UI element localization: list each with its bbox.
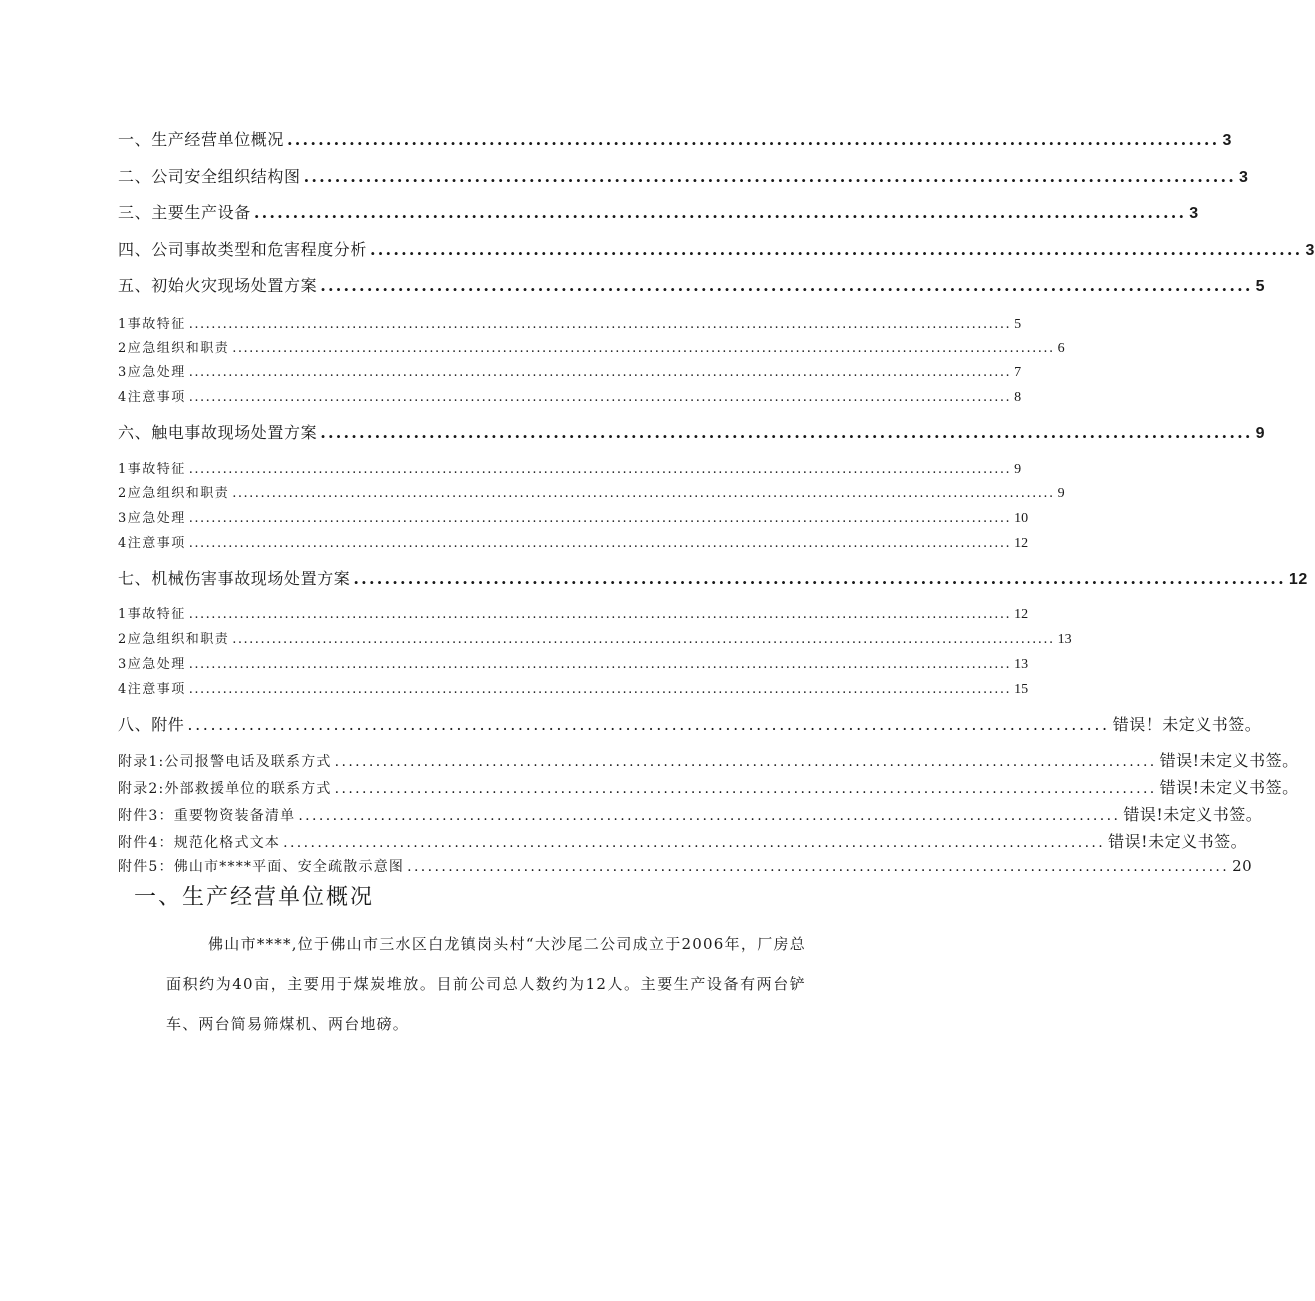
toc-leader: .................................................................................................................................................. bbox=[232, 486, 1055, 501]
toc-entry-page: 20 bbox=[1232, 857, 1253, 875]
toc-leader: ........................................................................................................................ bbox=[287, 130, 1220, 149]
toc-leader: ........................................................................................................................ bbox=[334, 754, 1157, 770]
toc-entry-label: 一、生产经营单位概况 bbox=[118, 130, 285, 149]
toc-entry-page: 12 bbox=[1014, 607, 1029, 622]
toc-entry-page: 错误!未定义书签。 bbox=[1108, 832, 1248, 851]
toc-leader: .................................................................................................................................................. bbox=[232, 341, 1055, 356]
toc-entry-label: 附件3：重要物资装备清单 bbox=[118, 808, 296, 824]
toc-entry-page: 错误!未定义书签。 bbox=[1159, 778, 1299, 797]
toc-entry-page: 3 bbox=[1189, 205, 1199, 222]
toc-leader: .................................................................................................................................................. bbox=[188, 682, 1012, 697]
toc-entry-label: 八、附件 bbox=[118, 715, 185, 734]
toc-entry-page: 7 bbox=[1014, 365, 1022, 380]
toc-leader: .................................................................................................................................................. bbox=[188, 511, 1012, 526]
toc-entry-label: 3应急处理 bbox=[118, 365, 186, 380]
toc-leader: .................................................................................................................................................. bbox=[232, 632, 1055, 647]
toc-entry-page: 9 bbox=[1057, 486, 1065, 501]
toc-subentry[interactable] bbox=[118, 313, 1022, 333]
toc-entry-page: 12 bbox=[1014, 536, 1029, 551]
toc-entry-label: 1事故特征 bbox=[118, 607, 186, 622]
toc-subentry[interactable] bbox=[118, 337, 1065, 357]
toc-entry[interactable] bbox=[118, 200, 1199, 223]
toc-entry[interactable] bbox=[118, 127, 1232, 150]
toc-entry[interactable] bbox=[118, 273, 1266, 296]
section-heading: 一、生产经营单位概况 bbox=[134, 885, 375, 910]
toc-entry-page: 错误！未定义书签。 bbox=[1112, 715, 1262, 734]
toc-subentry[interactable] bbox=[118, 386, 1022, 406]
toc-entry-page: 6 bbox=[1057, 341, 1065, 356]
toc-entry-page: 错误!未定义书签。 bbox=[1123, 805, 1263, 824]
toc-appendix-entry[interactable] bbox=[118, 775, 1299, 798]
toc-entry-page: 错误!未定义书签。 bbox=[1159, 751, 1299, 770]
toc-entry-label: 4注意事项 bbox=[118, 390, 186, 405]
toc-appendix-entry[interactable] bbox=[118, 829, 1248, 852]
toc-entry-page: 15 bbox=[1014, 682, 1029, 697]
toc-entry[interactable] bbox=[118, 566, 1308, 589]
toc-leader: ........................................................................................................................ bbox=[187, 715, 1110, 734]
toc-entry-page: 9 bbox=[1255, 425, 1266, 442]
toc-entry[interactable] bbox=[118, 237, 1315, 260]
toc-leader: ........................................................................................................................ bbox=[283, 835, 1106, 851]
toc-entry[interactable] bbox=[118, 164, 1249, 187]
toc-entry-label: 4注意事项 bbox=[118, 682, 186, 697]
toc-leader: ........................................................................................................................ bbox=[334, 781, 1157, 797]
toc-entry-label: 3应急处理 bbox=[118, 657, 186, 672]
toc-entry-page: 9 bbox=[1014, 462, 1022, 477]
toc-leader: .................................................................................................................................................. bbox=[188, 390, 1012, 405]
toc-entry-label: 2应急组织和职责 bbox=[118, 486, 230, 501]
toc-appendix-entry[interactable] bbox=[118, 748, 1299, 771]
toc-entry-label: 1事故特征 bbox=[118, 317, 186, 332]
toc-leader: .................................................................................................................................................. bbox=[188, 536, 1012, 551]
toc-leader: ........................................................................................................................ bbox=[407, 859, 1230, 875]
toc-leader: .................................................................................................................................................. bbox=[188, 657, 1012, 672]
toc-appendix-entry[interactable] bbox=[118, 802, 1263, 825]
toc-leader: ........................................................................................................................ bbox=[298, 808, 1121, 824]
body-paragraph: 佛山市****,位于佛山市三水区白龙镇岗头村“大沙尾二公司成立于2006年，厂房总面积约为40亩，主要用于煤炭堆放。目前公司总人数约为12人。主要生产设备有两台铲车、两台简易筛煤机、两台地磅。 bbox=[166, 935, 806, 1033]
toc-leader: ........................................................................................................................ bbox=[320, 276, 1253, 295]
toc-entry-page: 13 bbox=[1057, 632, 1072, 647]
toc-subentry[interactable] bbox=[118, 603, 1029, 623]
toc-entry-page: 5 bbox=[1014, 317, 1022, 332]
toc-entry-label: 附件4：规范化格式文本 bbox=[118, 835, 281, 851]
toc-entry-label: 六、触电事故现场处置方案 bbox=[118, 423, 318, 442]
toc-entry-page: 13 bbox=[1014, 657, 1029, 672]
toc-entry-page: 10 bbox=[1014, 511, 1029, 526]
toc-entry-label: 3应急处理 bbox=[118, 511, 186, 526]
toc-entry-label: 七、机械伤害事故现场处置方案 bbox=[118, 569, 351, 588]
toc-entry-label: 附录1:公司报警电话及联系方式 bbox=[118, 754, 332, 770]
toc-subentry[interactable] bbox=[118, 458, 1022, 478]
toc-leader: ........................................................................................................................ bbox=[370, 240, 1303, 259]
toc-entry-page: 8 bbox=[1014, 390, 1022, 405]
toc-appendix-entry[interactable] bbox=[118, 856, 1253, 876]
section-body bbox=[166, 924, 806, 1044]
toc-leader: ........................................................................................................................ bbox=[303, 167, 1237, 186]
toc-entry-label: 四、公司事故类型和危害程度分析 bbox=[118, 240, 368, 259]
toc-entry-label: 三、主要生产设备 bbox=[118, 203, 251, 222]
toc-subentry[interactable] bbox=[118, 678, 1029, 698]
toc-leader: ........................................................................................................................ bbox=[253, 203, 1187, 222]
toc-subentry[interactable] bbox=[118, 507, 1029, 527]
toc-leader: .................................................................................................................................................. bbox=[188, 317, 1012, 332]
toc-entry-label: 五、初始火灾现场处置方案 bbox=[118, 276, 318, 295]
toc-entry[interactable] bbox=[118, 712, 1262, 735]
toc-leader: ........................................................................................................................ bbox=[320, 423, 1253, 442]
toc-entry-label: 附件5：佛山市****平面、安全疏散示意图 bbox=[118, 859, 405, 875]
toc-subentry[interactable] bbox=[118, 361, 1022, 381]
toc-entry-label: 2应急组织和职责 bbox=[118, 341, 230, 356]
toc-entry-page: 3 bbox=[1305, 242, 1315, 259]
toc-entry-label: 附录2:外部救援单位的联系方式 bbox=[118, 781, 332, 797]
toc-entry-page: 5 bbox=[1255, 278, 1266, 295]
toc-subentry[interactable] bbox=[118, 653, 1029, 673]
toc-subentry[interactable] bbox=[118, 532, 1029, 552]
toc-entry-page: 3 bbox=[1239, 169, 1249, 186]
toc-leader: .................................................................................................................................................. bbox=[188, 365, 1012, 380]
toc-entry-label: 2应急组织和职责 bbox=[118, 632, 230, 647]
toc-subentry[interactable] bbox=[118, 628, 1072, 648]
toc-entry-label: 4注意事项 bbox=[118, 536, 186, 551]
toc-entry-page: 12 bbox=[1288, 571, 1308, 588]
toc-entry-label: 二、公司安全组织结构图 bbox=[118, 167, 301, 186]
toc-leader: .................................................................................................................................................. bbox=[188, 462, 1012, 477]
toc-entry-label: 1事故特征 bbox=[118, 462, 186, 477]
toc-leader: ........................................................................................................................ bbox=[353, 569, 1286, 588]
toc-entry[interactable] bbox=[118, 420, 1266, 443]
toc-entry-page: 3 bbox=[1222, 132, 1232, 149]
toc-subentry[interactable] bbox=[118, 482, 1065, 502]
toc-leader: .................................................................................................................................................. bbox=[188, 607, 1012, 622]
